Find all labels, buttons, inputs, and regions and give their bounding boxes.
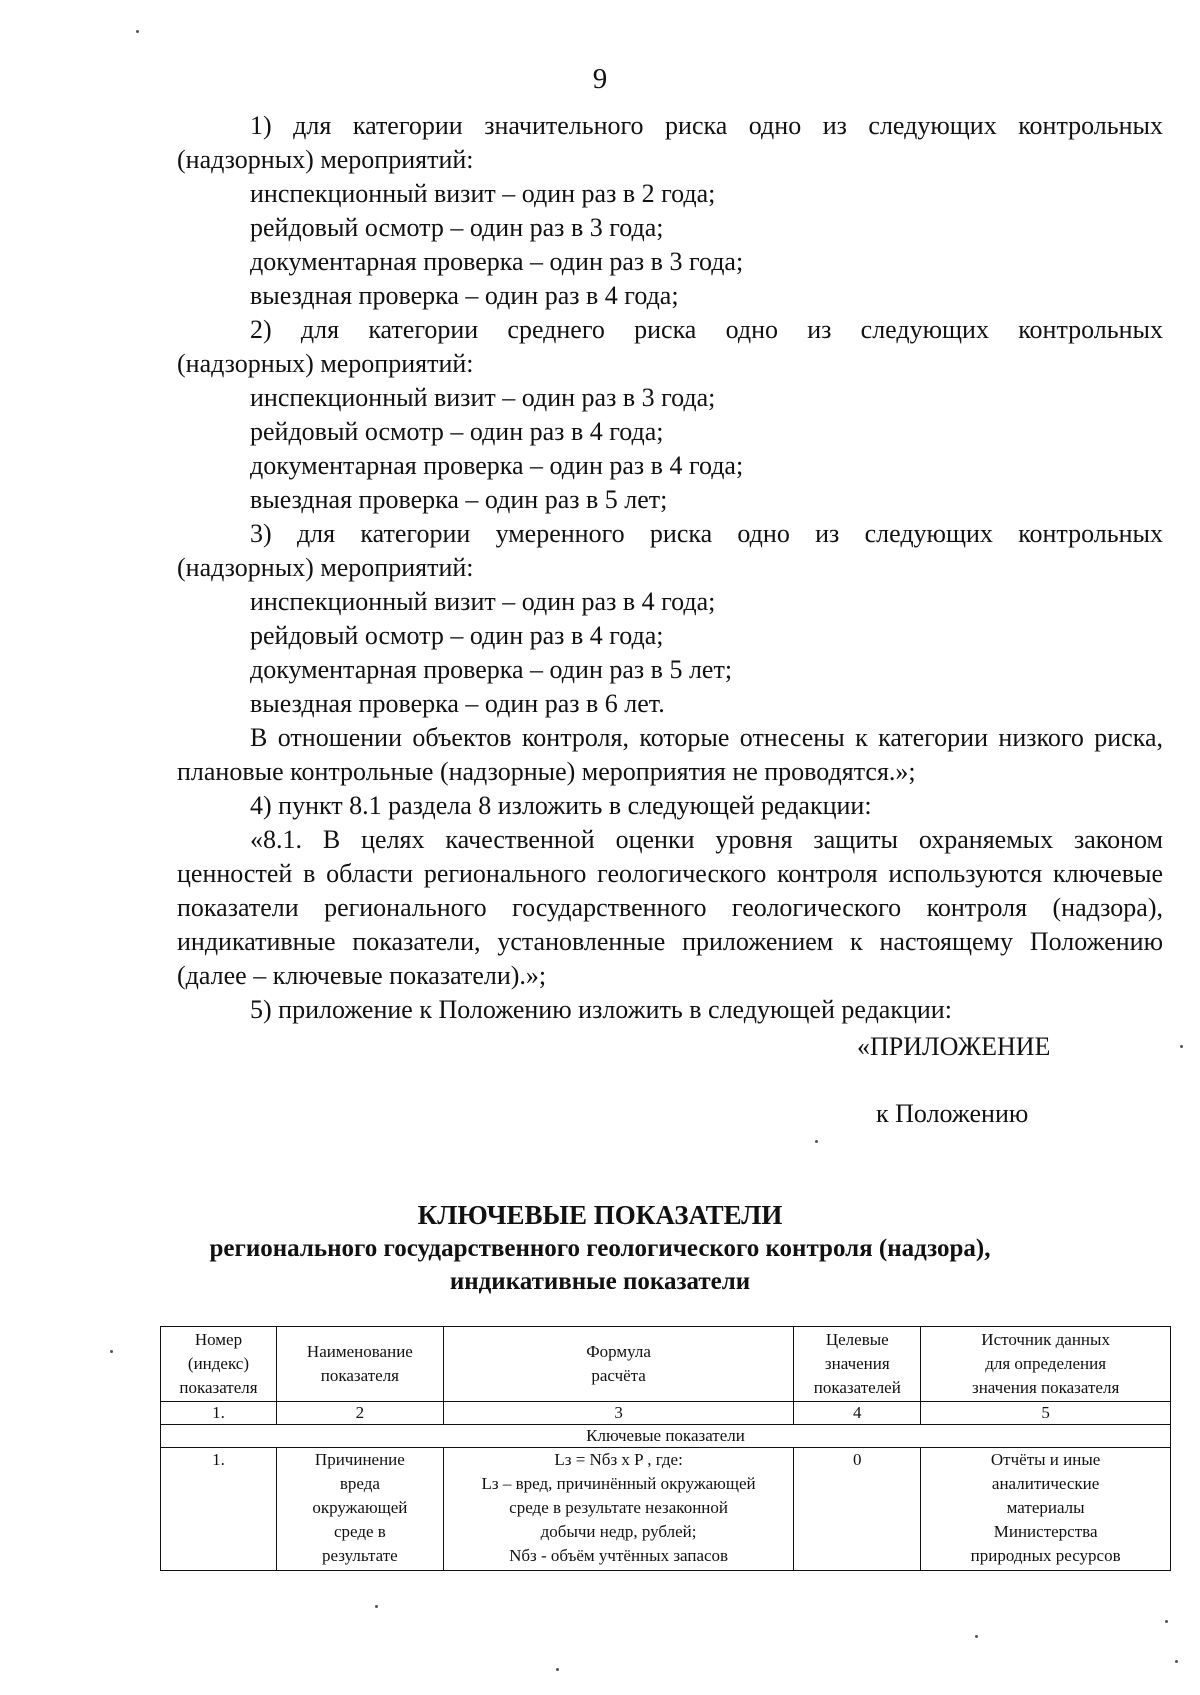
list-item: документарная проверка – один раз в 5 лет; (250, 655, 733, 684)
column-number: 3 (443, 1402, 794, 1425)
list-item: выездная проверка – один раз в 5 лет; (250, 485, 668, 514)
scan-speck (1180, 1045, 1183, 1048)
scan-speck (1165, 1620, 1168, 1623)
header-name: Наименование показателя (276, 1327, 443, 1402)
heading-subtitle-2: индикативные показатели (449, 1268, 751, 1295)
paragraph-continuation: (надзорных) мероприятий: (177, 349, 474, 378)
row-target: 0 (794, 1448, 921, 1571)
list-item: инспекционный визит – один раз в 2 года; (250, 179, 716, 208)
header-target: Целевые значения показателей (794, 1327, 921, 1402)
paragraph-significant-risk: 1) для категории значительного риска одно из следующих контрольных (250, 111, 1163, 140)
header-source: Источник данных для определения значения показателя (921, 1327, 1171, 1402)
row-source: Отчёты и иные аналитические материалы Министерства природных ресурсов (921, 1448, 1171, 1571)
header-index: Номер (индекс) показателя (161, 1327, 277, 1402)
row-formula: Lз = Nбз x P , где: Lз – вред, причинённый окружающей среде в результате незаконной добычи недр, рублей; Nбз - объём учтённых запасов (443, 1448, 794, 1571)
paragraph-medium-risk: 2) для категории среднего риска одно из следующих контрольных (250, 315, 1163, 344)
appendix-to: к Положению (876, 1099, 1029, 1128)
page-number: 9 (592, 63, 608, 95)
list-item: документарная проверка – один раз в 3 года; (250, 247, 744, 276)
list-item: инспекционный визит – один раз в 4 года; (250, 587, 716, 616)
column-number: 5 (921, 1402, 1171, 1425)
paragraph-item-5: 5) приложение к Положению изложить в следующей редакции: (250, 995, 952, 1024)
list-item: рейдовый осмотр – один раз в 4 года; (250, 417, 664, 446)
paragraph-low-risk: В отношении объектов контроля, которые отнесены к категории низкого риска, плановые контрольные (надзорные) мероприятия не проводятся.»; (177, 723, 1163, 786)
list-item: рейдовый осмотр – один раз в 4 года; (250, 621, 664, 650)
column-number: 4 (794, 1402, 921, 1425)
scan-speck (556, 1668, 559, 1671)
list-item: выездная проверка – один раз в 4 года; (250, 281, 679, 310)
table-header-row (161, 1327, 1171, 1402)
paragraph-continuation: (надзорных) мероприятий: (177, 145, 474, 174)
section-row (161, 1425, 1171, 1448)
body-text (177, 109, 1163, 1027)
list-item: инспекционный визит – один раз в 3 года; (250, 383, 716, 412)
table-row (161, 1448, 1171, 1571)
scan-speck (136, 30, 139, 33)
scan-speck (975, 1635, 978, 1638)
header-formula: Формула расчёта (443, 1327, 794, 1402)
row-index: 1. (161, 1448, 277, 1571)
paragraph-8-1: «8.1. В целях качественной оценки уровня защиты охраняемых законом ценностей в области регионального геологического контроля используются ключевые показатели регионального государственного геологического контроля (надзора), индикативные показатели, установленные приложением к настоящему Положению (далее – ключевые показатели).»; (177, 825, 1163, 990)
indicators-table (160, 1326, 1171, 1571)
heading-subtitle-1: регионального государственного геологического контроля (надзора), (209, 1235, 991, 1262)
document-heading (0, 1198, 1200, 1298)
list-item: выездная проверка – один раз в 6 лет. (250, 689, 665, 718)
column-number: 2 (276, 1402, 443, 1425)
row-name: Причинение вреда окружающей среде в результате (276, 1448, 443, 1571)
scan-speck (375, 1605, 378, 1608)
heading-title: КЛЮЧЕВЫЕ ПОКАЗАТЕЛИ (417, 1200, 783, 1230)
scan-speck (110, 1350, 113, 1353)
column-number-row (161, 1402, 1171, 1425)
list-item: рейдовый осмотр – один раз в 3 года; (250, 213, 664, 242)
appendix-label: «ПРИЛОЖЕНИЕ (857, 1032, 1051, 1061)
paragraph-moderate-risk: 3) для категории умеренного риска одно из следующих контрольных (250, 519, 1163, 548)
scan-speck (815, 1140, 818, 1143)
paragraph-item-4: 4) пункт 8.1 раздела 8 изложить в следующей редакции: (250, 791, 872, 820)
column-number: 1. (161, 1402, 277, 1425)
scan-speck (1175, 1660, 1178, 1663)
section-title: Ключевые показатели (161, 1425, 1171, 1448)
paragraph-continuation: (надзорных) мероприятий: (177, 553, 474, 582)
list-item: документарная проверка – один раз в 4 года; (250, 451, 744, 480)
